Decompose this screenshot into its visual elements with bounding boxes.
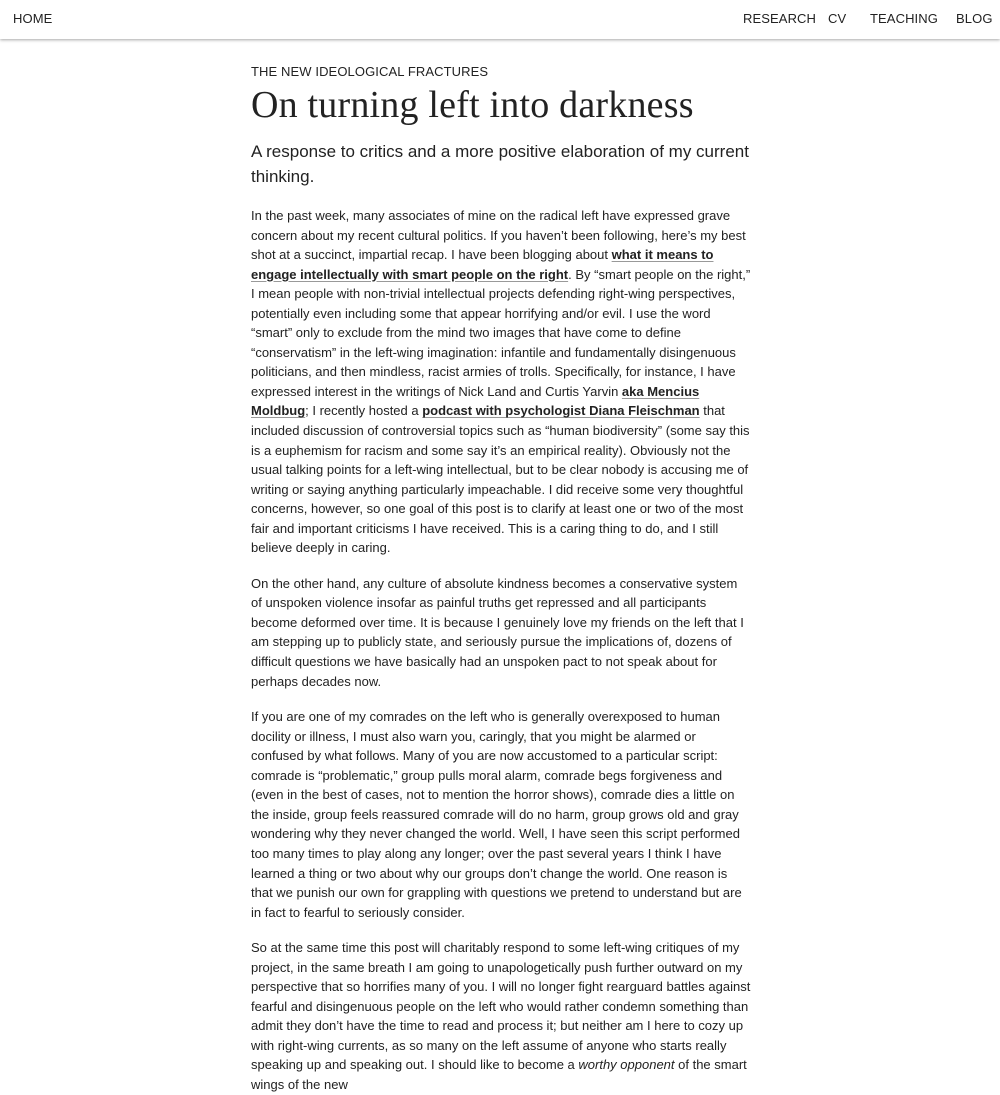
link-engage-smart-people-right[interactable]: what it means to engage intellectually with smart people on the right bbox=[251, 247, 714, 282]
article-paragraph-1 bbox=[251, 206, 751, 558]
article-title: On turning left into darkness bbox=[251, 84, 694, 126]
paragraph-text: In the past week, many associates of mine on the radical left have expressed grave concern about my recent cultural politics. If you haven’t been following, here’s my best shot at a succinct, impartial recap. I have been blogging about bbox=[251, 208, 746, 263]
link-podcast-diana-fleischman[interactable]: podcast with psychologist Diana Fleischman bbox=[422, 403, 700, 419]
article-paragraph-2: On the other hand, any culture of absolute kindness becomes a conservative system of unspoken violence insofar as painful truths get repressed and all participants become deformed over time. It is because I genuinely love my friends on the left that I am stepping up to publicly state, and seriously pursue the implications of, dozens of difficult questions we have basically had an unspoken pact to not speak about for perhaps decades now. bbox=[251, 575, 744, 689]
article-series-kicker: THE NEW IDEOLOGICAL FRACTURES bbox=[251, 64, 489, 79]
paragraph-text: So at the same time this post will charitably respond to some left-wing critiques of my project, in the same breath I am going to unapologetically push further outward on my perspective that so horrifies many of you. I will no longer fight rearguard battles against fearful and disingenuous people on the left who would rather condemn something than admit they don’t have the time to read and process it; but neither am I here to cozy up with right-wing currents, as so many on the left assume of anyone who starts really speaking up and speaking out. I should like to become a bbox=[251, 940, 751, 1073]
paragraph-text: ; I recently hosted a bbox=[305, 403, 423, 419]
nav-home-link[interactable]: HOME bbox=[13, 11, 53, 26]
article-paragraph-3: If you are one of my comrades on the left who is generally overexposed to human docility or illness, I must also warn you, caringly, that you might be alarmed or confused by what follows. Many of you are now accustomed to a particular script: comrade is “problematic,” group pulls moral alarm, comrade begs forgiveness and (even in the best of cases, not to mention the horror shows), comrade dies a little on the inside, group feels reassured comrade will do no harm, group grows old and gray wondering why they never changed the world. Well, I have seen this script performed too many times to play along any longer; over the past several years I think I have learned a thing or two about why our groups don’t change the world. One reason is that we punish our own for grappling with questions we pretend to understand but are in fact to fearful to seriously consider. bbox=[251, 709, 742, 920]
blog-article bbox=[251, 64, 751, 1095]
paragraph-text: that included discussion of controversial topics such as “human biodiversity” (some say this is a euphemism for racism and some say it’s an empirical reality). Obviously not the usual talking points for a left-wing intellectual, but to be clear nobody is accusing me of writing or saying anything particularly impeachable. I did receive some very thoughtful concerns, however, so one goal of this post is to clarify at least one or two of the most fair and important criticisms I have received. This is a caring thing to do, and I still believe deeply in caring. bbox=[251, 403, 750, 556]
emphasis-worthy-opponent: worthy opponent bbox=[578, 1057, 675, 1073]
paragraph-text: . By “smart people on the right,” I mean people with non-trivial intellectual projects defending right-wing perspectives, potentially even including some that appear horrifying and/or evil. I use the word “smart” only to exclude from the mind two images that have come to define “conservatism” in the left-wing imagination: infantile and fundamentally disingenuous politicians, and then mindless, racist armies of trolls. Specifically, for instance, I have expressed interest in the writings of Nick Land and Curtis Yarvin bbox=[251, 266, 751, 399]
nav-teaching-link[interactable]: TEACHING bbox=[870, 11, 938, 26]
nav-research-link[interactable]: RESEARCH bbox=[743, 11, 817, 26]
nav-blog-link[interactable]: BLOG bbox=[956, 11, 993, 26]
article-paragraph-4 bbox=[251, 938, 751, 1094]
nav-cv-link[interactable]: CV bbox=[828, 11, 847, 26]
top-navigation-bar bbox=[0, 0, 1000, 39]
article-subtitle: A response to critics and a more positive elaboration of my current thinking. bbox=[251, 142, 749, 186]
paragraph-text: of the smart wings of the new bbox=[251, 1057, 747, 1092]
link-mencius-moldbug[interactable]: aka Mencius Moldbug bbox=[251, 383, 700, 419]
